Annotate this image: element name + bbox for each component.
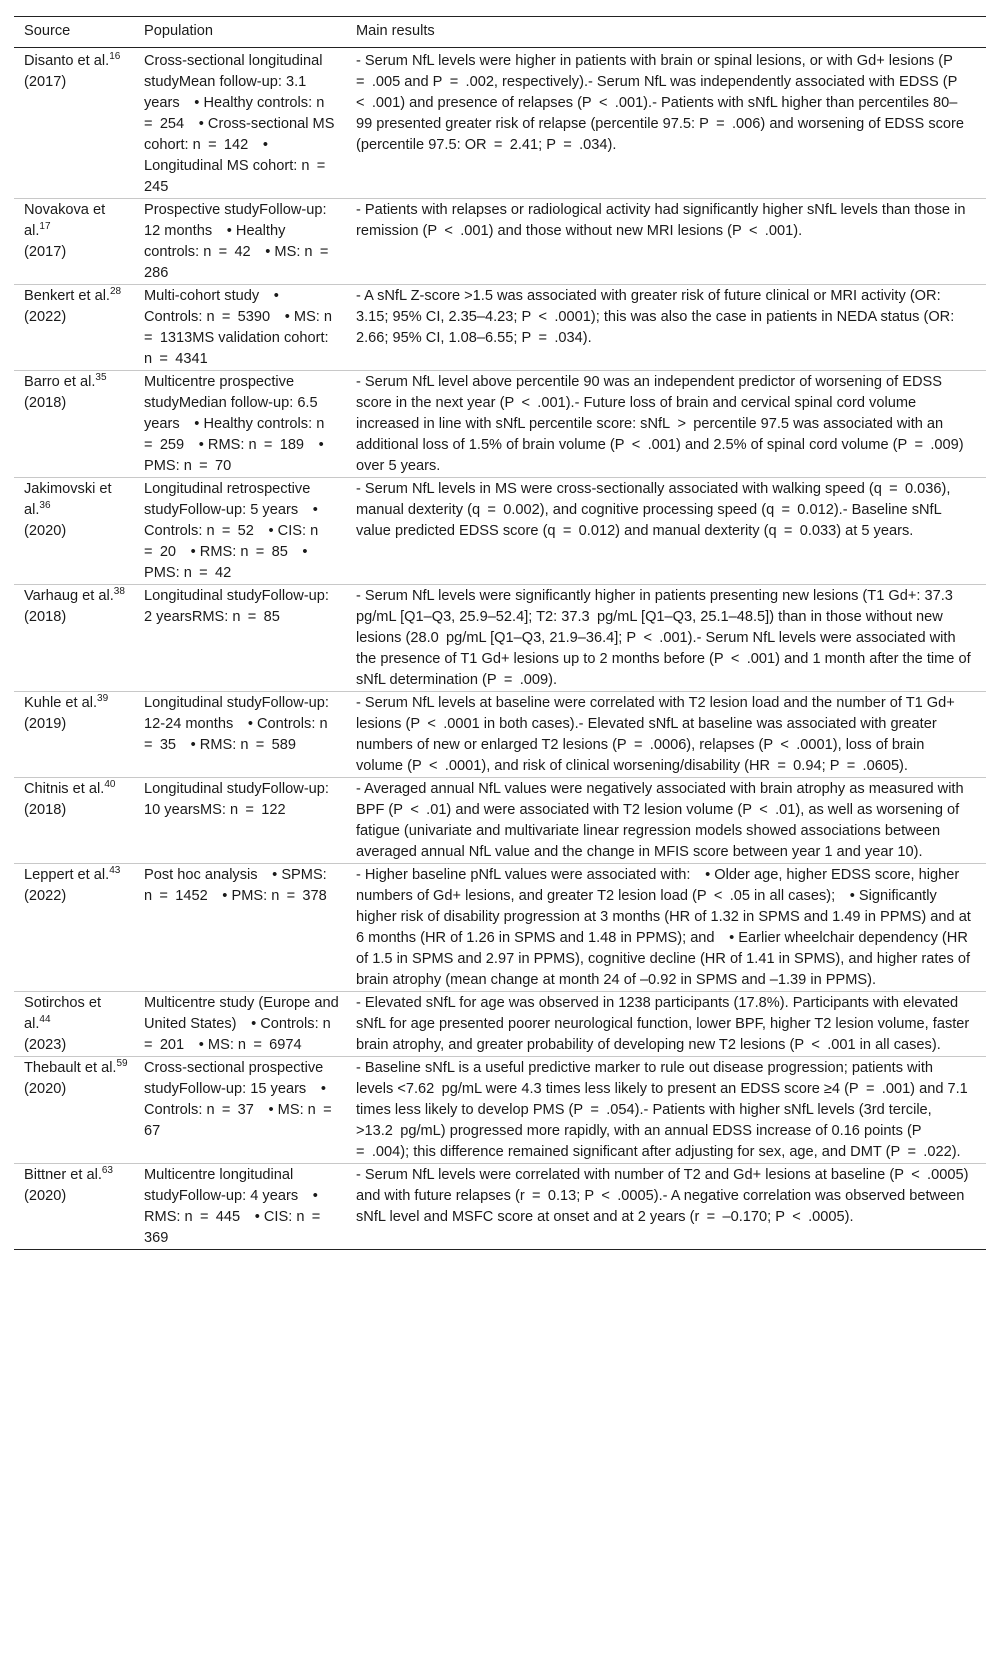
source-ref: 63 — [101, 1165, 113, 1177]
population-cell: Cross-sectional prospective studyFollow-up: 15 years • Controls: n = 37 • MS: n = 67 — [134, 1057, 346, 1164]
source-year: (2017) — [24, 244, 67, 260]
table-row — [14, 285, 986, 371]
population-cell: Multicentre study (Europe and United States) • Controls: n = 201 • MS: n = 6974 — [134, 992, 346, 1057]
population-cell: Cross-sectional longitudinal studyMean follow-up: 3.1 years • Healthy controls: n = 254 • Cross-sectional MS cohort: n = 142 • Longitudinal MS cohort: n = 245 — [134, 48, 346, 199]
population-cell: Prospective studyFollow-up: 12 months • Healthy controls: n = 42 • MS: n = 286 — [134, 199, 346, 285]
table-row — [14, 199, 986, 285]
results-cell: - Elevated sNfL for age was observed in 1238 participants (17.8%). Participants with elevated sNfL for age presented poorer neurological function, lower BPF, higher T2 lesion volume, faster brain atrophy, and greater probability of developing new T2 lesions (P < .001 in all cases). — [346, 992, 986, 1057]
source-cell — [14, 48, 134, 199]
source-cell — [14, 692, 134, 778]
source-ref: 36 — [39, 500, 51, 512]
header-main-results: Main results — [346, 17, 986, 48]
source-ref: 16 — [109, 51, 121, 63]
source-ref: 38 — [113, 586, 125, 598]
source-year: (2022) — [24, 309, 67, 325]
source-year: (2020) — [24, 1188, 67, 1204]
source-author: Jakimovski et al. — [24, 481, 112, 518]
source-cell — [14, 864, 134, 992]
source-year: (2018) — [24, 609, 67, 625]
population-cell: Longitudinal retrospective studyFollow-up: 5 years • Controls: n = 52 • CIS: n = 20 • RMS: n = 85 • PMS: n = 42 — [134, 478, 346, 585]
source-cell — [14, 478, 134, 585]
source-author: Benkert et al. — [24, 288, 110, 304]
results-cell: - Serum NfL levels were higher in patients with brain or spinal lesions, or with Gd+ lesions (P = .005 and P = .002, respectively).- Serum NfL was independently associated with EDSS (P < .001) and presence of relapses (P < .001).- Patients with sNfL higher than percentiles 80–99 presented greater risk of relapse (percentile 97.5: P = .006) and worsening of EDSS score (percentile 97.5: OR = 2.41; P = .034). — [346, 48, 986, 199]
population-cell: Longitudinal studyFollow-up: 12-24 months • Controls: n = 35 • RMS: n = 589 — [134, 692, 346, 778]
source-cell — [14, 585, 134, 692]
source-year: (2023) — [24, 1037, 67, 1053]
population-cell: Longitudinal studyFollow-up: 10 yearsMS: n = 122 — [134, 778, 346, 864]
source-ref: 28 — [110, 286, 122, 298]
results-cell: - Higher baseline pNfL values were associated with: • Older age, higher EDSS score, higher numbers of Gd+ lesions, and greater T2 lesion load (P < .05 in all cases); • Significantly higher risk of disability progression at 3 months (HR of 1.32 in SPMS and 1.49 in PPMS) and at 6 months (HR of 1.26 in SPMS and 1.48 in PPMS); and • Earlier wheelchair dependency (HR of 1.5 in SPMS and 2.97 in PPMS), cognitive decline (HR of 1.41 in SPMS), and higher rates of brain atrophy (mean change at month 24 of –0.92 in SPMS and –1.39 in PPMS). — [346, 864, 986, 992]
source-author: Novakova et al. — [24, 202, 106, 239]
source-year: (2017) — [24, 74, 67, 90]
source-year: (2020) — [24, 523, 67, 539]
source-year: (2020) — [24, 1081, 67, 1097]
table-row — [14, 992, 986, 1057]
table-row — [14, 864, 986, 992]
population-cell: Multicentre prospective studyMedian follow-up: 6.5 years • Healthy controls: n = 259 • RMS: n = 189 • PMS: n = 70 — [134, 371, 346, 478]
results-table — [14, 16, 986, 1250]
table-row — [14, 1164, 986, 1250]
source-cell — [14, 992, 134, 1057]
header-row — [14, 17, 986, 48]
population-cell: Longitudinal studyFollow-up: 2 yearsRMS: n = 85 — [134, 585, 346, 692]
results-cell: - A sNfL Z-score >1.5 was associated with greater risk of future clinical or MRI activity (OR: 3.15; 95% CI, 2.35–4.23; P < .0001); this was also the case in patients in NEDA status (OR: 2.66; 95% CI, 1.08–6.55; P = .034). — [346, 285, 986, 371]
source-author: Thebault et al. — [24, 1060, 117, 1076]
source-cell — [14, 778, 134, 864]
source-year: (2018) — [24, 395, 67, 411]
results-cell: - Averaged annual NfL values were negatively associated with brain atrophy as measured with BPF (P < .01) and were associated with T2 lesion volume (P < .01), as well as worsening of fatigue (univariate and multivariate linear regression models showed associations between averaged annual NfL value and the change in MFIS score between year 1 and year 10). — [346, 778, 986, 864]
results-cell: - Serum NfL levels at baseline were correlated with T2 lesion load and the number of T1 Gd+ lesions (P < .0001 in both cases).- Elevated sNfL at baseline was associated with greater numbers of new or enlarged T2 lesions (P = .0006), relapses (P < .0001), loss of brain volume (P < .0001), and risk of clinical worsening/disability (HR = 0.94; P = .0605). — [346, 692, 986, 778]
results-cell: - Serum NfL levels were correlated with number of T2 and Gd+ lesions at baseline (P < .0005) and with future relapses (r = 0.13; P < .0005).- A negative correlation was observed between sNfL level and MSFC score at onset and at 2 years (r = –0.170; P < .0005). — [346, 1164, 986, 1250]
source-year: (2022) — [24, 888, 67, 904]
source-author: Chitnis et al. — [24, 781, 105, 797]
results-cell: - Patients with relapses or radiological activity had significantly higher sNfL levels than those in remission (P < .001) and those without new MRI lesions (P < .001). — [346, 199, 986, 285]
table-row — [14, 48, 986, 199]
source-author: Barro et al. — [24, 374, 96, 390]
source-author: Bittner et al. — [24, 1167, 102, 1183]
source-cell — [14, 1057, 134, 1164]
table-row — [14, 371, 986, 478]
results-cell: - Serum NfL levels in MS were cross-sectionally associated with walking speed (q = 0.036), manual dexterity (q = 0.002), and cognitive processing speed (q = 0.012).- Baseline sNfL value predicted EDSS score (q = 0.012) and manual dexterity (q = 0.033) at 5 years. — [346, 478, 986, 585]
source-cell — [14, 285, 134, 371]
table-row — [14, 1057, 986, 1164]
source-author: Disanto et al. — [24, 53, 110, 69]
source-cell — [14, 199, 134, 285]
source-author: Sotirchos et al. — [24, 995, 102, 1032]
results-cell: - Baseline sNfL is a useful predictive marker to rule out disease progression; patients with levels <7.62 pg/mL were 4.3 times less likely to present an EDSS score ≥4 (P = .001) and 7.1 times less likely to develop PMS (P = .054).- Patients with higher sNfL levels (3rd tercile, >13.2 pg/mL) progressed more rapidly, with an annual EDSS increase of 0.16 points (P = .004); this difference remained significant after adjusting for sex, age, and DMT (P = .022). — [346, 1057, 986, 1164]
source-ref: 17 — [39, 221, 51, 233]
population-cell: Multi-cohort study • Controls: n = 5390 • MS: n = 1313MS validation cohort: n = 4341 — [134, 285, 346, 371]
table-row — [14, 778, 986, 864]
table-row — [14, 478, 986, 585]
population-cell: Multicentre longitudinal studyFollow-up: 4 years • RMS: n = 445 • CIS: n = 369 — [134, 1164, 346, 1250]
source-ref: 40 — [104, 779, 116, 791]
results-cell: - Serum NfL level above percentile 90 was an independent predictor of worsening of EDSS score in the next year (P < .001).- Future loss of brain and cervical spinal cord volume increased in line with sNfL percentile score: sNfL > percentile 97.5 was associated with an additional loss of 1.5% of brain volume (P < .001) and 2.5% of spinal cord volume (P = .009) over 5 years. — [346, 371, 986, 478]
source-author: Leppert et al. — [24, 867, 110, 883]
table-container — [14, 16, 986, 1250]
population-cell: Post hoc analysis • SPMS: n = 1452 • PMS: n = 378 — [134, 864, 346, 992]
source-year: (2018) — [24, 802, 67, 818]
source-ref: 35 — [95, 372, 107, 384]
results-cell: - Serum NfL levels were significantly higher in patients presenting new lesions (T1 Gd+: 37.3 pg/mL [Q1–Q3, 25.9–52.4]; T2: 37.3 pg/mL [Q1–Q3, 25.1–48.5]) than in those without new lesions (28.0 pg/mL [Q1–Q3, 21.9–36.4]; P < .001).- Serum NfL levels were associated with the presence of T1 Gd+ lesions up to 2 months before (P < .001) and 1 month after the time of sNfL determination (P = .009). — [346, 585, 986, 692]
header-source: Source — [14, 17, 134, 48]
source-ref: 43 — [109, 865, 121, 877]
source-author: Kuhle et al. — [24, 695, 98, 711]
source-cell — [14, 1164, 134, 1250]
header-population: Population — [134, 17, 346, 48]
source-year: (2019) — [24, 716, 67, 732]
table-row — [14, 585, 986, 692]
source-author: Varhaug et al. — [24, 588, 114, 604]
source-cell — [14, 371, 134, 478]
table-row — [14, 692, 986, 778]
source-ref: 39 — [97, 693, 109, 705]
source-ref: 44 — [39, 1014, 51, 1026]
source-ref: 59 — [116, 1058, 128, 1070]
table-body — [14, 48, 986, 1250]
